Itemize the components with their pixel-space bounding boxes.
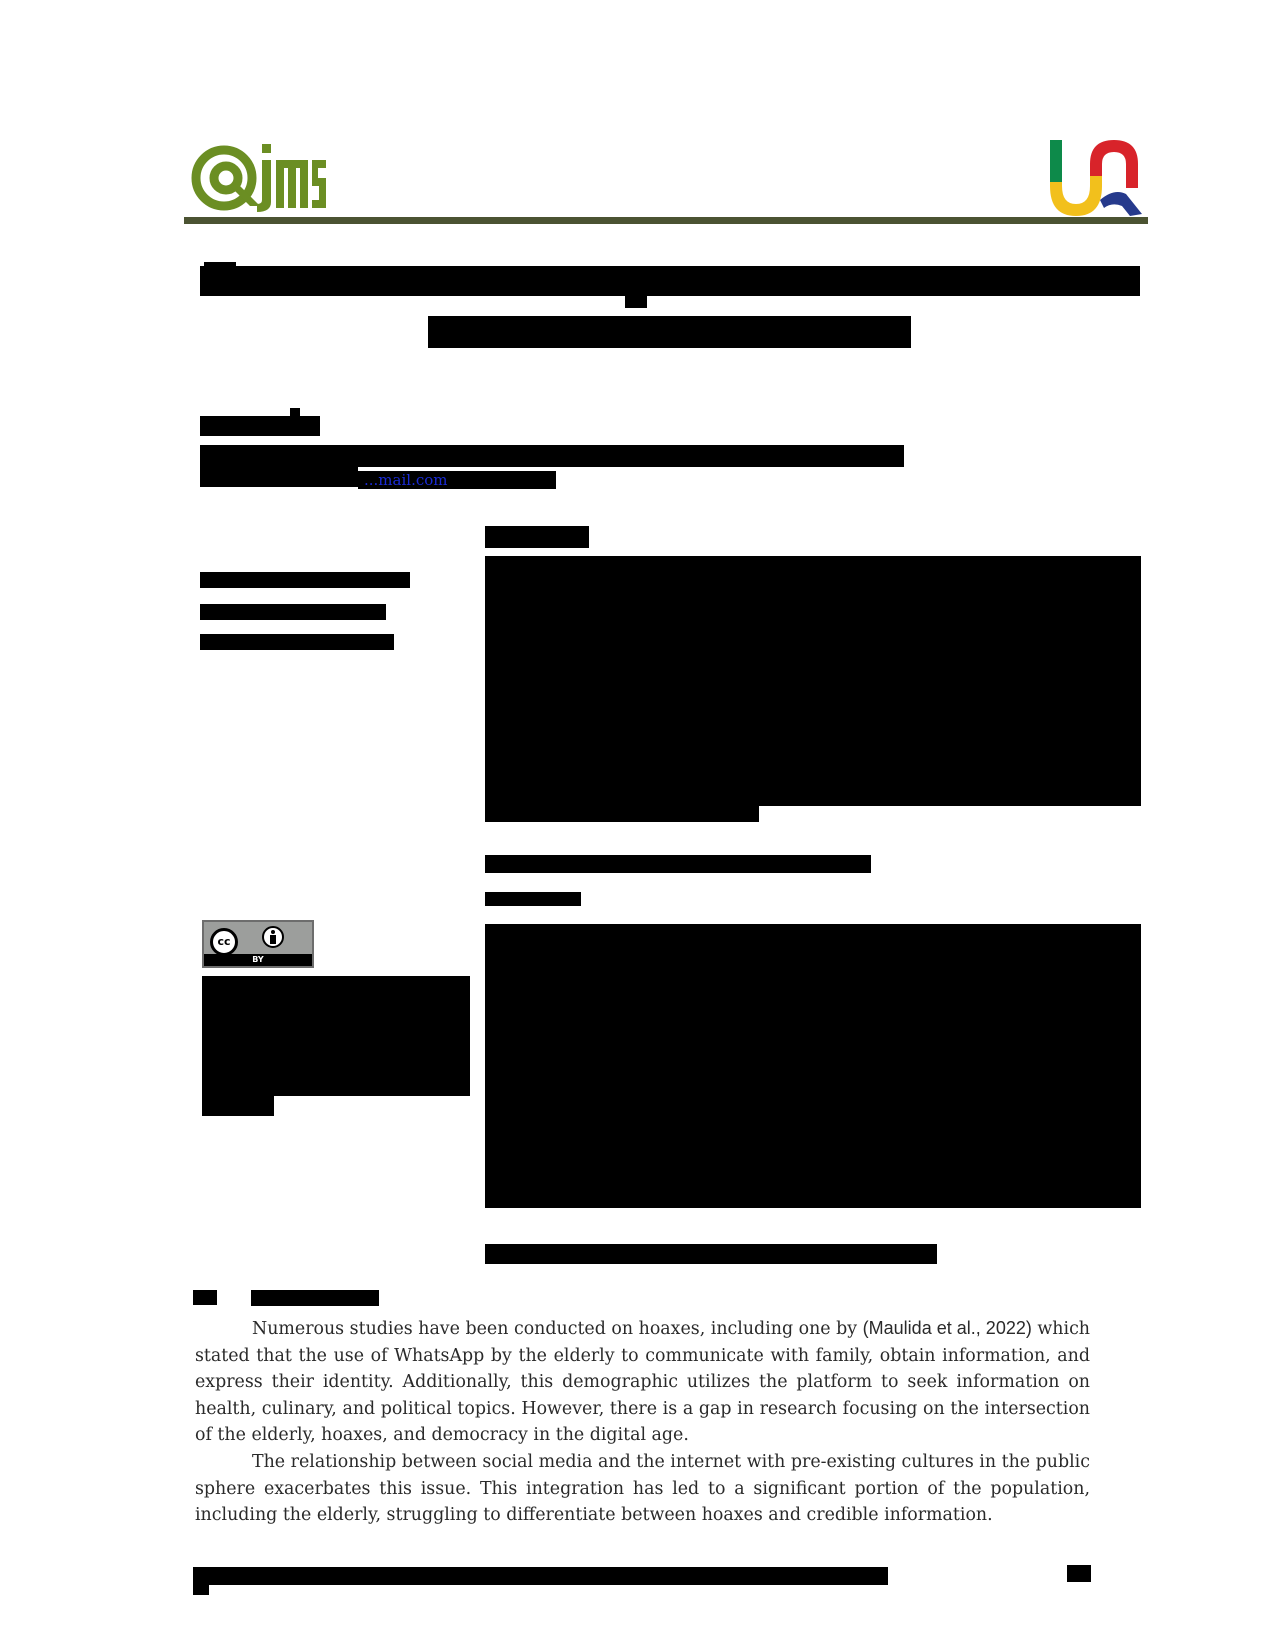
by-label: BY — [204, 954, 312, 966]
email-fragment: ...mail.com — [358, 471, 448, 489]
abstract-keywords — [485, 855, 871, 873]
paragraph-2: The relationship between social media and the internet with pre-existing cultures in the public sphere exacerbates this issue. This integration has led to a significant portion of the population, including the elderly, struggling to differentiate between hoaxes and credible information. — [195, 1451, 1090, 1526]
footer-citation — [193, 1567, 888, 1585]
citation-link[interactable]: (Maulida et al., 2022) — [862, 1318, 1032, 1338]
body-text — [195, 1315, 1090, 1529]
section-number — [193, 1290, 217, 1305]
cc-icon: cc — [210, 928, 238, 956]
abstract-body — [485, 556, 1141, 806]
author-email-link[interactable] — [358, 471, 556, 489]
page-number — [1067, 1565, 1091, 1582]
abstrak-body — [485, 924, 1141, 1208]
header-rule — [184, 217, 1148, 224]
attribution-person-icon — [262, 926, 284, 948]
section-title — [251, 1290, 379, 1306]
author-affiliation — [200, 445, 904, 467]
abstrak-keywords — [485, 1244, 937, 1264]
license-text — [202, 976, 470, 1096]
abstrak-heading — [485, 892, 581, 906]
jims-logo-icon — [190, 138, 330, 214]
abstract-heading — [485, 526, 589, 548]
uq-logo-icon — [1046, 134, 1146, 220]
author-name — [200, 416, 320, 436]
paragraph-1: Numerous studies have been conducted on hoaxes, including one by (Maulida et al., 2022) which stated that the use of WhatsApp by the elderly to communicate with family, obtain information, and express their identity. Additionally, this demographic utilizes the platform to seek information on health, culinary, and political topics. However, there is a gap in research focusing on the intersection of the elderly, hoaxes, and democracy in the digital age. — [195, 1318, 1091, 1446]
cc-by-badge[interactable] — [202, 920, 314, 968]
